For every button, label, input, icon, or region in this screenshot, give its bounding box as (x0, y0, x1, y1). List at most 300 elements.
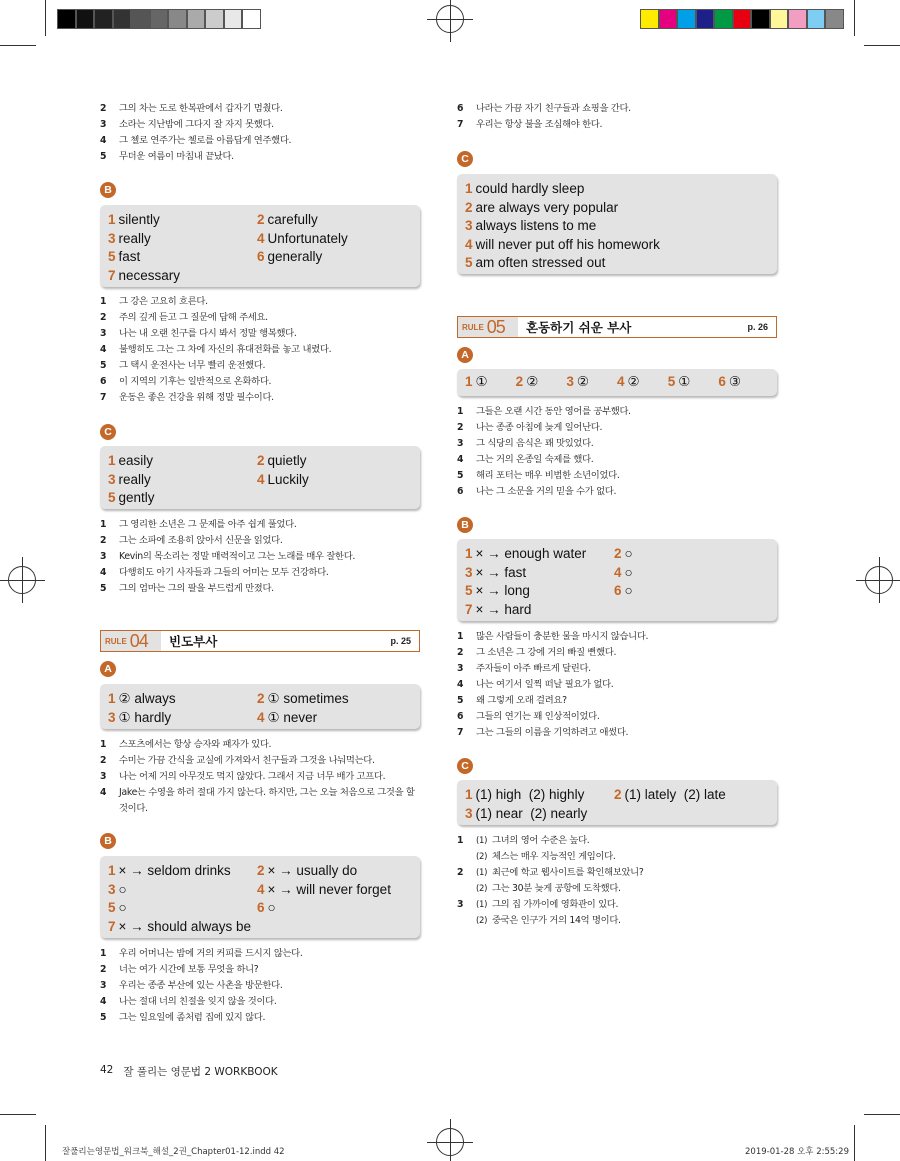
item-number: 6 (457, 711, 464, 722)
list-item (100, 374, 420, 390)
item-text: 우리 어머니는 밤에 거의 커피를 드시지 않는다. (119, 948, 303, 959)
list-item (457, 117, 777, 133)
item-number: 1 (457, 631, 464, 642)
item-text: 운동은 좋은 건강을 위해 정말 필수이다. (119, 392, 274, 403)
item-number: 2 (457, 647, 464, 658)
item-text: 나라는 가끔 자기 친구들과 쇼핑을 간다. (476, 103, 631, 114)
answer-text: could hardly sleep (475, 181, 585, 196)
item-number: 2 (457, 422, 464, 433)
item-number: 5 (457, 695, 464, 706)
list-item (100, 517, 420, 533)
sub-marker: (2) (476, 884, 488, 894)
answer-number: 4 (465, 236, 473, 252)
answer-text: ② (576, 374, 589, 389)
answer-item (108, 230, 257, 249)
answer-number: 7 (108, 267, 116, 283)
crop-mark (864, 1114, 900, 1115)
item-number: 2 (100, 964, 107, 975)
item-text: 무더운 여름이 마침내 끝났다. (119, 151, 234, 162)
answer-item (566, 373, 617, 392)
answer-number: 5 (108, 900, 116, 915)
answer-text: ① hardly (118, 709, 172, 725)
answer-number: 2 (257, 863, 265, 878)
item-number: 1 (100, 296, 107, 307)
answer-text: × → usually do (267, 863, 358, 878)
answer-list (457, 833, 777, 929)
answer-item (465, 373, 516, 392)
answer-text: Luckily (267, 471, 309, 487)
item-number: 1 (100, 519, 107, 530)
answer-text: generally (267, 249, 323, 264)
sub-marker: (2) (476, 916, 488, 926)
item-text: 우리는 종종 부산에 있는 사촌을 방문한다. (119, 980, 283, 991)
list-item (457, 101, 777, 117)
answer-item (108, 918, 257, 937)
item-number: 3 (457, 663, 464, 674)
item-number: 1 (457, 835, 464, 846)
answer-item (108, 471, 257, 490)
item-text: 많은 사람들이 충분한 물을 마시지 않습니다. (476, 631, 649, 642)
list-item (100, 117, 420, 133)
section-label-b (100, 833, 420, 849)
answer-number: 4 (257, 709, 265, 725)
answer-item (108, 881, 257, 900)
answer-text: ○ (624, 583, 633, 598)
sub-item (476, 913, 777, 929)
answer-number: 2 (614, 546, 622, 561)
answer-number: 3 (108, 881, 116, 897)
answer-text: ○ (624, 546, 633, 561)
list-item (457, 865, 777, 897)
list-item (100, 581, 420, 597)
answer-text: will never put off his homework (475, 236, 660, 252)
sub-item (476, 897, 777, 913)
answer-number: 1 (465, 546, 473, 561)
item-number: 5 (100, 151, 107, 162)
answer-number: 2 (257, 453, 265, 468)
section-badge: A (457, 347, 473, 363)
answer-text: ② always (118, 691, 176, 706)
answer-text: quietly (267, 453, 307, 468)
list-item (100, 358, 420, 374)
item-number: 3 (457, 438, 464, 449)
list-item (100, 390, 420, 406)
item-text: 그의 엄마는 그의 팔을 부드럽게 만졌다. (119, 583, 274, 594)
answer-item (108, 489, 257, 508)
page-number: 42 (100, 1064, 114, 1076)
answer-number: 1 (108, 691, 116, 706)
answer-list (100, 101, 420, 165)
list-item (457, 833, 777, 865)
answer-text: × → enough water (475, 546, 587, 561)
answer-number: 7 (108, 918, 116, 934)
answer-number: 5 (465, 255, 473, 270)
answer-text: ○ (624, 564, 633, 580)
item-text: 그 강은 고요히 흐른다. (119, 296, 208, 307)
list-item (100, 565, 420, 581)
item-text: 나는 어제 거의 아무것도 먹지 않았다. 그래서 지금 너무 배가 고프다. (119, 771, 386, 782)
answer-number: 5 (108, 490, 116, 505)
answer-number: 4 (257, 230, 265, 246)
rule-title: 혼동하기 쉬운 부사 (526, 320, 632, 335)
answer-number: 1 (108, 863, 116, 878)
answer-item (465, 545, 614, 564)
item-text: 너는 여가 시간에 보통 무엇을 하니? (119, 964, 259, 975)
item-text: 그 첼로 연주가는 첼로를 아름답게 연주했다. (119, 135, 292, 146)
answer-item (108, 690, 257, 709)
item-sublist (476, 865, 777, 897)
item-number: 7 (100, 392, 107, 403)
section-badge: B (100, 833, 116, 849)
answer-number: 4 (257, 471, 265, 487)
answer-item (465, 601, 614, 620)
item-text: 소라는 지난밤에 그다지 잘 자지 못했다. (119, 119, 274, 130)
list-item (457, 661, 777, 677)
section-badge: A (100, 661, 116, 677)
item-text: 수미는 가끔 간식을 교실에 가져와서 친구들과 그것을 나눠먹는다. (119, 755, 375, 766)
list-item (100, 962, 420, 978)
item-text: 나는 절대 너의 친절을 잊지 않을 것이다. (119, 996, 277, 1007)
rule-tag: RULE 05 (458, 317, 518, 337)
item-number: 7 (457, 119, 464, 130)
answer-item (257, 899, 407, 918)
answer-item (465, 236, 769, 255)
answer-box (457, 174, 777, 274)
answer-number: 4 (257, 881, 265, 897)
answer-item (614, 564, 764, 583)
list-item (457, 404, 777, 420)
item-text: 이 지역의 기후는 일반적으로 온화하다. (119, 376, 272, 387)
answer-list (100, 517, 420, 597)
list-item (457, 897, 777, 929)
answer-text: × → long (475, 583, 530, 598)
answer-text: carefully (267, 212, 318, 227)
answer-item (257, 452, 407, 471)
answer-text: ① (678, 374, 691, 389)
answer-text: ③ (728, 374, 741, 389)
answer-text: always listens to me (475, 218, 597, 233)
section-badge: C (457, 758, 473, 774)
list-item (100, 326, 420, 342)
answer-number: 2 (257, 212, 265, 227)
answer-item (465, 786, 614, 805)
sub-item (476, 849, 777, 865)
answer-number: 6 (257, 249, 265, 264)
list-item (100, 342, 420, 358)
list-item (100, 149, 420, 165)
list-item (457, 484, 777, 500)
answer-box (100, 856, 420, 938)
answer-number: 1 (108, 212, 116, 227)
list-item (100, 1010, 420, 1026)
item-number: 4 (100, 135, 107, 146)
item-number: 4 (100, 996, 107, 1007)
list-item (457, 725, 777, 741)
item-number: 4 (100, 567, 107, 578)
answer-item (614, 545, 764, 564)
list-item (457, 436, 777, 452)
list-item (457, 709, 777, 725)
answer-list (457, 101, 777, 133)
answer-number: 6 (718, 374, 726, 389)
item-number: 6 (457, 486, 464, 497)
answer-number: 1 (465, 787, 473, 802)
item-text: 그들의 연기는 꽤 인상적이었다. (476, 711, 600, 722)
section-label-b (457, 517, 777, 533)
list-item (100, 978, 420, 994)
answer-item (668, 373, 719, 392)
item-text: 해리 포터는 매우 비범한 소년이었다. (476, 470, 620, 481)
answer-item (257, 881, 407, 900)
item-text: 나는 내 오랜 친구를 다시 봐서 정말 행복했다. (119, 328, 297, 339)
item-number: 6 (100, 376, 107, 387)
answer-text: fast (118, 249, 141, 264)
answer-text: silently (118, 212, 160, 227)
answer-number: 4 (617, 374, 625, 389)
list-item (100, 549, 420, 565)
item-number: 5 (457, 470, 464, 481)
item-number: 1 (100, 739, 107, 750)
item-number: 5 (100, 583, 107, 594)
crop-mark (45, 1125, 46, 1161)
answer-item (108, 899, 257, 918)
answer-item (108, 709, 257, 728)
answer-item (108, 452, 257, 471)
list-item (100, 310, 420, 326)
item-number: 1 (100, 948, 107, 959)
item-text: 나는 종종 아침에 늦게 일어난다. (476, 422, 603, 433)
answer-text: easily (118, 453, 154, 468)
item-text: 나는 그 소문을 거의 믿을 수가 없다. (476, 486, 617, 497)
item-text: 그 택시 운전사는 너무 빨리 운전했다. (119, 360, 266, 371)
answer-number: 3 (108, 230, 116, 246)
answer-box (457, 369, 777, 396)
item-text: 그의 차는 도로 한복판에서 갑자기 멈췄다. (119, 103, 283, 114)
answer-text: ① sometimes (267, 691, 349, 706)
answer-text: are always very popular (475, 199, 619, 215)
answer-number: 6 (257, 900, 265, 915)
answer-number: 5 (108, 249, 116, 264)
item-text: 그는 거의 온종일 숙제를 했다. (476, 454, 594, 465)
crop-mark (854, 0, 855, 36)
item-text: 불행히도 그는 그 차에 자신의 휴대전화를 놓고 내렸다. (119, 344, 332, 355)
answer-item (108, 862, 257, 881)
answer-number: 2 (614, 787, 622, 802)
item-number: 1 (457, 406, 464, 417)
item-text: 그들은 오랜 시간 동안 영어를 공부했다. (476, 406, 631, 417)
crop-mark (864, 45, 900, 46)
page-footer (100, 1064, 278, 1079)
section-badge: C (100, 424, 116, 440)
item-text: 나는 여기서 일찍 떠날 필요가 없다. (476, 679, 614, 690)
answer-number: 3 (108, 709, 116, 725)
answer-list (100, 294, 420, 406)
list-item (457, 420, 777, 436)
list-item (100, 294, 420, 310)
item-number: 5 (100, 360, 107, 371)
registration-mark-right (865, 566, 893, 594)
item-text: 다행히도 아기 사자들과 그들의 어미는 모두 건강하다. (119, 567, 329, 578)
rule-title: 빈도부사 (169, 634, 218, 649)
section-badge: B (457, 517, 473, 533)
answer-text: really (118, 471, 151, 487)
answer-text: really (118, 230, 151, 246)
item-text: 스포츠에서는 항상 승자와 패자가 있다. (119, 739, 272, 750)
answer-text: am often stressed out (475, 255, 606, 270)
item-number: 2 (100, 103, 107, 114)
list-item (457, 677, 777, 693)
answer-number: 3 (566, 374, 574, 389)
list-item (100, 994, 420, 1010)
item-number: 2 (457, 867, 464, 878)
answer-item (465, 254, 769, 273)
color-swatch-bar (640, 9, 844, 29)
answer-item (257, 690, 407, 709)
answer-text: Unfortunately (267, 230, 348, 246)
list-item (457, 693, 777, 709)
answer-item (614, 582, 764, 601)
answer-item (257, 230, 407, 249)
answer-number: 3 (465, 805, 473, 821)
answer-item (257, 248, 407, 267)
item-text: 그는 그들의 이름을 기억하려고 애썼다. (476, 727, 629, 738)
registration-mark-top (436, 5, 464, 33)
answer-number: 5 (667, 374, 676, 389)
rule-tag: RULE 04 (101, 631, 161, 651)
answer-item (614, 786, 764, 805)
answer-item (108, 248, 257, 267)
answer-text: × → fast (475, 564, 527, 580)
answer-number: 5 (465, 583, 473, 598)
answer-item (465, 180, 769, 199)
answer-text: × → hard (475, 601, 532, 617)
slug-date: 2019-01-28 오후 2:55:29 (745, 1147, 849, 1157)
rule-number: 05 (486, 316, 505, 337)
answer-item (465, 217, 769, 236)
list-item (100, 946, 420, 962)
item-number: 3 (457, 899, 464, 910)
answer-text: (1) near (2) nearly (475, 805, 588, 821)
sub-marker: (1) (476, 900, 488, 910)
list-item (457, 629, 777, 645)
answer-number: 2 (465, 199, 473, 215)
answer-list (457, 404, 777, 500)
answer-text: (1) lately (2) late (624, 787, 726, 802)
list-item (100, 753, 420, 769)
section-label-c (457, 758, 777, 774)
answer-number: 6 (614, 583, 622, 598)
section-badge: C (457, 151, 473, 167)
answer-box (100, 205, 420, 287)
answer-number: 3 (465, 218, 473, 233)
answer-number: 3 (108, 471, 116, 487)
answer-number: 1 (465, 374, 473, 389)
item-number: 2 (100, 755, 107, 766)
sub-marker: (2) (476, 852, 488, 862)
rule-number: 04 (129, 630, 148, 651)
answer-box (100, 684, 420, 729)
sub-item (476, 881, 777, 897)
item-number: 3 (100, 980, 107, 991)
answer-item (617, 373, 668, 392)
answer-item (718, 373, 769, 392)
item-text: 그는 소파에 조용히 앉아서 신문을 읽었다. (119, 535, 283, 546)
answer-box (457, 539, 777, 621)
answer-text: ○ (118, 881, 127, 897)
crop-mark (0, 1114, 36, 1115)
answer-number: 3 (465, 564, 473, 580)
item-number: 3 (100, 119, 107, 130)
answer-item (516, 373, 567, 392)
section-badge: B (100, 182, 116, 198)
answer-text: ○ (267, 900, 276, 915)
item-number: 2 (100, 535, 107, 546)
registration-mark-bottom (436, 1128, 464, 1156)
sub-text: 그의 집 가까이에 영화관이 있다. (492, 899, 619, 910)
sub-marker: (1) (476, 836, 488, 846)
list-item (100, 133, 420, 149)
section-label-a (100, 661, 420, 677)
sub-item (476, 865, 777, 881)
answer-box (100, 446, 420, 509)
answer-text: ① never (267, 709, 318, 725)
item-text: 주자들이 아주 빠르게 달린다. (476, 663, 591, 674)
item-text: 그 식당의 음식은 꽤 맛있었다. (476, 438, 594, 449)
sub-text: 그녀의 영어 수준은 높다. (492, 835, 590, 846)
gray-swatch-bar (57, 9, 261, 29)
item-text: 우리는 항상 불을 조심해야 한다. (476, 119, 603, 130)
answer-item (465, 199, 769, 218)
list-item (100, 101, 420, 117)
item-number: 3 (100, 328, 107, 339)
registration-mark-left (8, 566, 36, 594)
answer-number: 2 (257, 691, 265, 706)
list-item (100, 769, 420, 785)
answer-text: ② (627, 374, 640, 389)
item-text: 그 소년은 그 강에 거의 빠질 뻔했다. (476, 647, 617, 658)
answer-number: 4 (614, 564, 622, 580)
item-number: 7 (457, 727, 464, 738)
item-number: 3 (100, 771, 107, 782)
sub-text: 체스는 매우 지능적인 게임이다. (492, 851, 616, 862)
answer-item (257, 471, 407, 490)
rule-page-ref: p. 26 (747, 322, 768, 332)
sub-text: 그는 30분 늦게 공항에 도착했다. (492, 883, 621, 894)
answer-text: (1) high (2) highly (475, 787, 585, 802)
sub-text: 최근에 학교 웹사이트를 확인해보았니? (492, 867, 644, 878)
answer-item (465, 564, 614, 583)
item-number: 3 (100, 551, 107, 562)
slug-filename: 잘풀리는영문법_워크북_해설_2권_Chapter01-12.indd 42 (62, 1147, 285, 1157)
item-number: 6 (457, 103, 464, 114)
answer-box (457, 780, 777, 825)
answer-text: × → seldom drinks (118, 863, 231, 878)
answer-list (100, 946, 420, 1026)
item-number: 4 (457, 679, 464, 690)
section-label-b (100, 182, 420, 198)
item-text: Jake는 수영을 하러 절대 가지 않는다. 하지만, 그는 오늘 처음으로 그것을 할 것이다. (119, 787, 415, 814)
list-item (457, 452, 777, 468)
answer-list (457, 629, 777, 741)
rule-page-ref: p. 25 (390, 636, 411, 646)
rule-header-04 (100, 630, 420, 652)
item-text: 그 영리한 소년은 그 문제를 아주 쉽게 풀었다. (119, 519, 297, 530)
answer-number: 7 (465, 601, 473, 617)
crop-mark (854, 1125, 855, 1161)
item-text: 왜 그렇게 오래 걸려요? (476, 695, 567, 706)
answer-item (108, 267, 257, 286)
answer-list (100, 737, 420, 817)
